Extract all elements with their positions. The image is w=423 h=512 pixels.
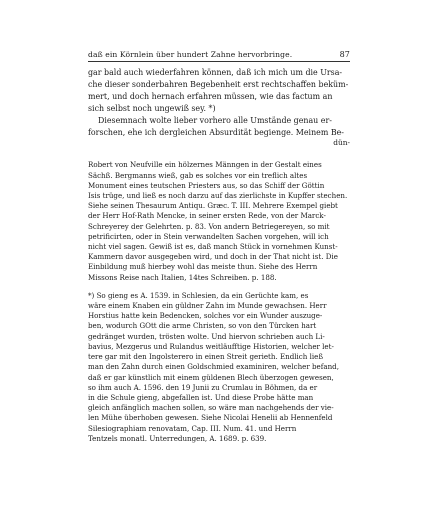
note-line: Monument eines teutschen Priesters aus, so das Schiff der Göttin bbox=[88, 180, 325, 190]
note-line: der Herr Hof-Rath Mencke, in seiner ersten Rede, von der Marck- bbox=[88, 211, 326, 221]
note-line: Missons Reise nach Italien, 14tes Schreiben. p. 188. bbox=[88, 272, 277, 282]
running-title: daß ein Körnlein über hundert Zahne hervorbringe. bbox=[88, 50, 293, 59]
running-head bbox=[88, 50, 350, 62]
page-number: 87 bbox=[339, 50, 350, 59]
note-line: petrificirten, oder in Stein verwandelten Sachen vorgehen, will ich bbox=[88, 231, 329, 241]
text-line: gar bald auch wiederfahren können, daß ich mich um die Ursa- bbox=[88, 68, 343, 77]
text-line: forschen, ehe ich dergleichen Absurdität begienge. Meinem Be- bbox=[88, 127, 344, 137]
footnote-line: len Mühe überhoben gewesen. Siehe Nicolai Henelii ab Hennenfeld bbox=[88, 413, 333, 423]
footnote-line: tere gar mit den Ingolsterero in einen Streit gerieth. Endlich ließ bbox=[88, 352, 324, 362]
note-line: Sächß. Bergmanns wieß, gab es solches vor ein treflich altes bbox=[88, 170, 308, 180]
footnote-line: Horstius hatte kein Bedencken, solches vor ein Wunder auszuge- bbox=[88, 311, 323, 321]
text-line: mert, und doch hernach erfahren müssen, wie das factum an bbox=[88, 91, 333, 101]
note-line: nicht viel sagen. Gewiß ist es, daß manch Stück in vornehmen Kunst- bbox=[88, 242, 338, 252]
text-line: Diesemnach wolte lieber vorhero alle Umstände genau er- bbox=[98, 115, 332, 125]
footnote-line: in die Schule gieng, abgefallen ist. Und diese Probe hätte man bbox=[88, 392, 314, 402]
footnote-line: gleich anfänglich machen sollen, so wäre man nachgehends der vie- bbox=[88, 403, 334, 413]
note-line: Schreyerey der Gelehrten. p. 83. Von andern Betriegereyen, so mit bbox=[88, 221, 330, 231]
footnote-line: *) So gieng es A. 1539. in Schlesien, da ein Gerüchte kam, es bbox=[88, 290, 309, 300]
note-block bbox=[88, 160, 350, 282]
footnote-line: man den Zahn durch einen Goldschmied examiniren, welcher befand, bbox=[88, 362, 339, 372]
footnote-line: gedränget wurden, trösten wolte. Und hiervon schrieben auch Li- bbox=[88, 331, 325, 341]
note-line: Robert von Neufville ein hölzernes Männgen in der Gestalt eines bbox=[88, 160, 322, 170]
note-line: Einbildung muß hierbey wohl das meiste thun. Siehe des Herrn bbox=[88, 262, 318, 272]
footnote-line: Silesiographiam renovatam, Cap. III. Num. 41. und Herrn bbox=[88, 423, 297, 433]
book-page bbox=[88, 50, 350, 444]
note-line: Siehe seinen Thesaurum Antiqu. Græc. T. III. Mehrere Exempel giebt bbox=[88, 201, 338, 211]
footnote-line: bavius, Mezgerus und Rulandus weitläufftige Historien, welcher let- bbox=[88, 341, 334, 351]
footnote-line: ben, wodurch GOtt die arme Christen, so von den Türcken hart bbox=[88, 321, 317, 331]
note-line: Kammern davor ausgegeben wird, und doch in der That nicht ist. Die bbox=[88, 252, 338, 262]
text-line: sich selbst noch ungewiß sey. *) bbox=[88, 103, 216, 113]
main-text bbox=[88, 67, 350, 138]
note-line: Isis trüge, und ließ es noch darzu auf das zierlichste in Kupffer stechen. bbox=[88, 191, 348, 201]
text-line: che dieser sonderbahren Begebenheit erst rechtschaffen beküm- bbox=[88, 79, 349, 89]
catchword: dün- bbox=[333, 138, 350, 148]
footnote bbox=[88, 291, 350, 444]
footnote-line: so ihm auch A. 1596. den 19 Junii zu Crumlau in Böhmen, da er bbox=[88, 382, 318, 392]
footnote-line: Tentzels monatl. Unterredungen, A. 1689. p. 639. bbox=[88, 433, 267, 443]
footnote-line: wäre einem Knaben ein güldner Zahn im Munde gewachsen. Herr bbox=[88, 301, 327, 311]
footnote-line: daß er gar künstlich mit einem güldenen Blech überzogen gewesen, bbox=[88, 372, 334, 382]
